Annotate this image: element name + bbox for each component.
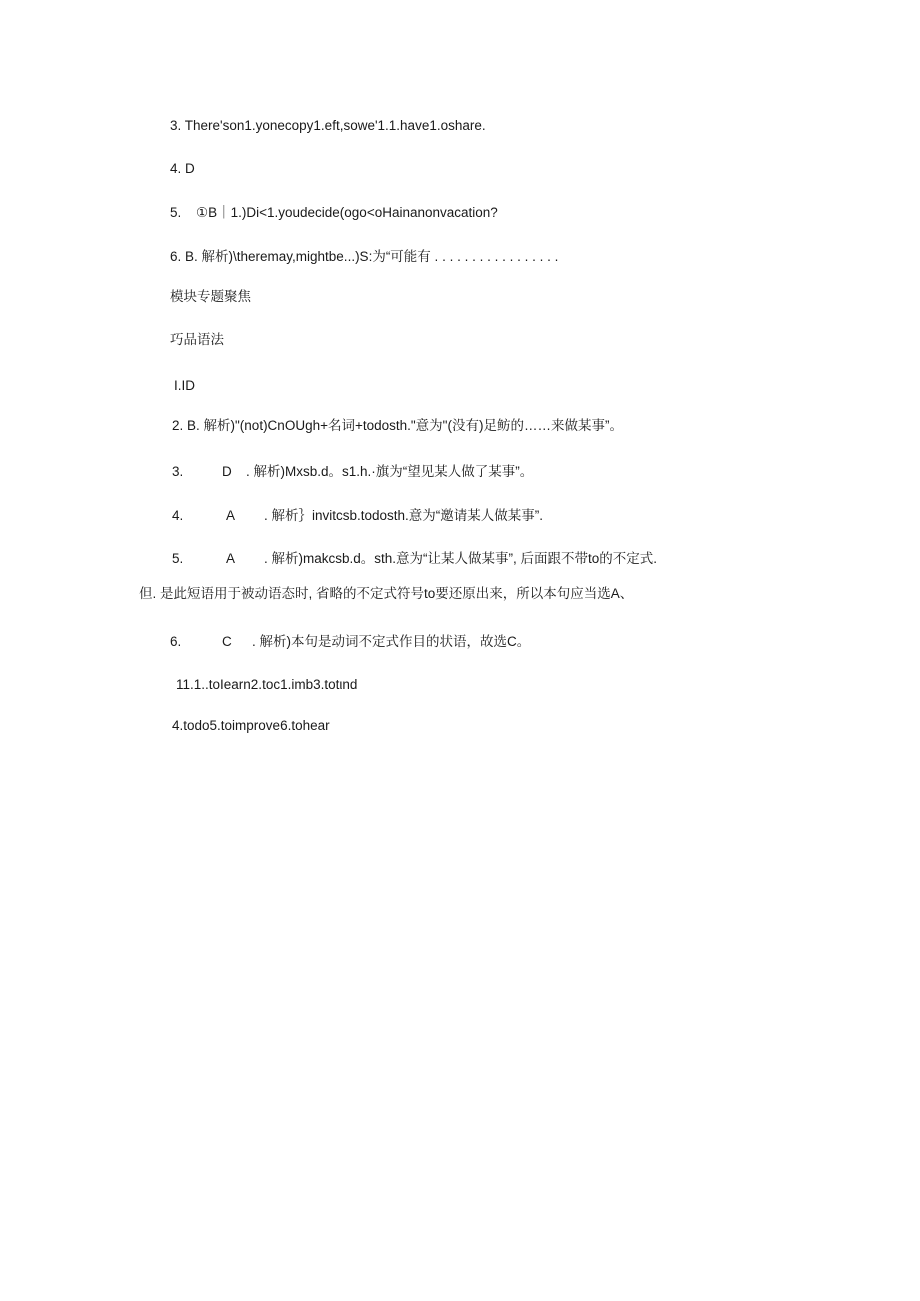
answer-line-5: 5. ①B｜1.)Di<1.youdecide(ogo<oHainanonvacation? <box>170 205 498 220</box>
answer-line-i: I.ID <box>174 378 196 393</box>
grammar-answer-4: 4. A . 解析｝invitcsb.todosth.意为“邀请某人做某事”. <box>172 508 544 523</box>
grammar-answer-5: 5. A . 解析)makcsb.d。sth.意为“让某人做某事”, 后面跟不带to的不定式. <box>172 551 658 566</box>
answer-line-6: 6. B. 解析)\theremay,mightbe...)S:为“可能有 . . . . . . . . . . . . . . . . . <box>170 249 559 264</box>
answer-line-4: 4. D <box>170 161 195 176</box>
grammar-answer-6: 6. C . 解析)本句是动词不定式作目的状语，故选C。 <box>170 634 531 649</box>
grammar-answer-2: 2. B. 解析)"(not)CnOUgh+名词+todosth."意为"(没有)足鲂的……来做某事”。 <box>172 418 623 433</box>
grammar-answer-5-continued: 但. 是此短语用于被动语态时, 省略的不定式符号to要还原出来，所以本句应当选A、 <box>139 586 634 601</box>
section-heading-grammar: 巧品语法 <box>170 332 224 347</box>
fill-in-answers-row-2: 4.todo5.toimprove6.tohear <box>172 718 330 733</box>
answer-line-3: 3. There'son1.yonecopy1.eft,sowe'1.1.have1.oshare. <box>170 118 486 133</box>
section-heading-module: 模块专题聚焦 <box>170 289 251 304</box>
fill-in-answers-row-1: 11.1..toIearn2.toc1.imb3.totιnd <box>176 677 358 692</box>
grammar-answer-3: 3. D . 解析)Mxsb.d。s1.h.·旗为“望见某人做了某事”。 <box>172 464 534 479</box>
